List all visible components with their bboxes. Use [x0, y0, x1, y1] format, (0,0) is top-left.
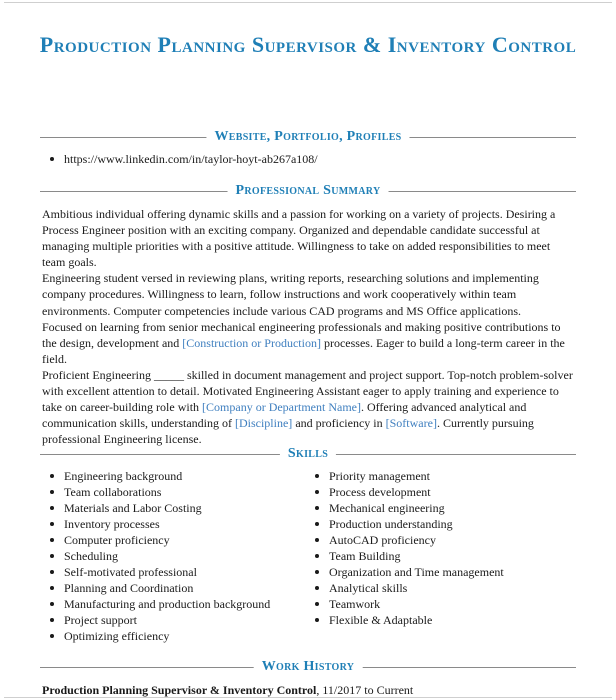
placeholder-text: [Discipline]	[234, 416, 293, 431]
skill-item: Mechanical engineering	[307, 500, 577, 516]
website-list	[42, 151, 576, 167]
section-header-skills	[40, 445, 576, 463]
skill-item: Materials and Labor Costing	[42, 500, 302, 516]
professional-summary	[42, 206, 576, 447]
skill-item: Manufacturing and production background	[42, 596, 302, 612]
top-divider	[4, 2, 612, 3]
summary-text: processes. Eager to build a long-term career in the field.	[42, 335, 565, 366]
skill-item: Inventory processes	[42, 516, 302, 532]
skills-column-right	[307, 468, 577, 628]
skill-item: Organization and Time management	[307, 564, 577, 580]
skill-item: Team collaborations	[42, 484, 302, 500]
placeholder-text: [Construction or Production]	[182, 335, 321, 350]
summary-text: . Currently pursuing professional Engineering license.	[42, 416, 534, 447]
skill-item: Planning and Coordination	[42, 580, 302, 596]
section-title: Professional Summary	[228, 182, 389, 200]
summary-paragraph	[42, 367, 576, 447]
summary-paragraph: Engineering student versed in reviewing plans, writing reports, researching solutions and implementing company procedures. Willingness to learn, follow instructions and work cooperatively within team environments. Computer competencies include various CAD programs and MS Office applications.	[42, 271, 539, 318]
skill-item: Flexible & Adaptable	[307, 612, 577, 628]
job-dates: , 11/2017 to Current	[316, 683, 414, 697]
skill-item: Process development	[307, 484, 577, 500]
skill-item: Production understanding	[307, 516, 577, 532]
section-title: Work History	[254, 658, 363, 676]
placeholder-text: [Software]	[385, 416, 437, 431]
summary-paragraph: Ambitious individual offering dynamic skills and a passion for working on a variety of projects. Desiring a Process Engineer position with an exciting company. Organized and dependable candidate successful at managing multiple priorities with a positive attitude. Willingness to take on added responsibilities to meet team goals.	[42, 207, 556, 270]
section-header-summary	[40, 182, 576, 200]
skill-item: Optimizing efficiency	[42, 628, 302, 644]
work-entry	[42, 682, 576, 698]
bottom-divider	[4, 697, 612, 698]
section-title: Website, Portfolio, Profiles	[206, 128, 409, 146]
resume-title: Production Planning Supervisor & Inventory Control	[39, 32, 577, 57]
section-header-website	[40, 128, 576, 146]
skill-item: Self-motivated professional	[42, 564, 302, 580]
skill-item: Priority management	[307, 468, 577, 484]
summary-text: . Offering advanced analytical and communication skills, understanding of	[42, 400, 527, 431]
skill-item: Computer proficiency	[42, 532, 302, 548]
section-title: Skills	[280, 445, 336, 463]
placeholder-text: [Company or Department Name]	[202, 400, 361, 415]
summary-text: and proficiency in	[292, 416, 386, 431]
summary-text: Proficient Engineering _____ skilled in document management and project support. Top-notch problem-solver with excellent attention to detail. Motivated Engineering Assistant eager to apply training and	[42, 367, 573, 399]
summary-paragraph	[42, 319, 576, 367]
skill-item: AutoCAD proficiency	[307, 532, 577, 548]
skill-item: Analytical skills	[307, 580, 577, 596]
skill-item: Scheduling	[42, 548, 302, 564]
linkedin-link[interactable]: https://www.linkedin.com/in/taylor-hoyt-ab267a108/	[42, 151, 576, 167]
summary-text: experience to take on career-building role with	[42, 384, 559, 415]
summary-text: Focused on learning from senior mechanical engineering professionals and making positive contributions to the design, development and	[42, 319, 561, 350]
job-title: Production Planning Supervisor & Inventory Control	[42, 683, 317, 697]
skill-item: Team Building	[307, 548, 577, 564]
section-header-work-history	[40, 658, 576, 676]
skill-item: Project support	[42, 612, 302, 628]
skill-item: Teamwork	[307, 596, 577, 612]
skills-column-left	[42, 468, 302, 644]
skill-item: Engineering background	[42, 468, 302, 484]
